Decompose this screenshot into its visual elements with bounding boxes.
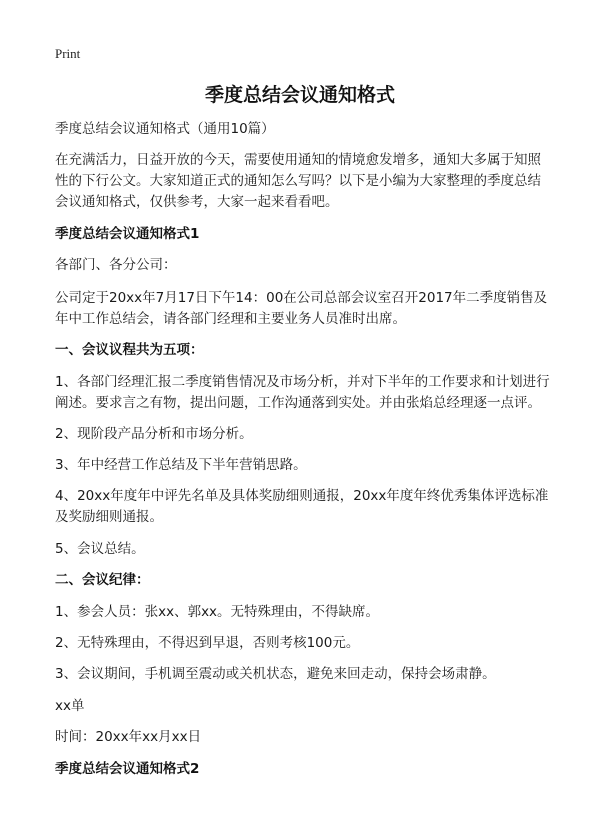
section-heading-2: 季度总结会议通知格式2 — [55, 761, 200, 777]
section-heading-1: 季度总结会议通知格式1 — [55, 226, 200, 242]
agenda-item: 1、各部门经理汇报二季度销售情况及市场分析，并对下半年的工作要求和计划进行阐述。要求言之有物，提出问题，工作沟通落到实处。并由张焰总经理逐一点评。 — [55, 374, 550, 411]
intro-paragraph: 在充满活力，日益开放的今天，需要使用通知的情境愈发增多，通知大多属于知照性的下行公文。大家知道正式的通知怎么写吗？以下是小编为大家整理的季度总结会议通知格式，仅供参考，大家一起来看看吧。 — [55, 152, 541, 210]
subtitle: 季度总结会议通知格式（通用10篇） — [55, 121, 275, 137]
notice-paragraph: 公司定于20xx年7月17日下午14：00在公司总部会议室召开2017年二季度销售及年中工作总结会，请各部门经理和主要业务人员准时出席。 — [55, 290, 548, 327]
agenda-item: 3、年中经营工作总结及下半年营销思路。 — [55, 457, 307, 473]
discipline-item: 3、会议期间，手机调至震动或关机状态，避免来回走动，保持会场肃静。 — [55, 666, 496, 682]
discipline-item: 1、参会人员：张xx、郭xx。无特殊理由，不得缺席。 — [55, 604, 380, 620]
date-line: 时间：20xx年xx月xx日 — [55, 729, 202, 745]
agenda-heading: 一、会议议程共为五项： — [55, 342, 204, 358]
issuer: xx单 — [55, 698, 85, 714]
document-body — [55, 119, 550, 780]
page-title: 季度总结会议通知格式 — [204, 84, 395, 106]
discipline-item: 2、无特殊理由，不得迟到早退，否则考核100元。 — [55, 635, 360, 651]
print-link[interactable]: Print — [55, 46, 81, 61]
salutation: 各部门、各分公司： — [55, 257, 177, 273]
discipline-heading: 二、会议纪律： — [55, 572, 150, 588]
agenda-item: 5、会议总结。 — [55, 541, 145, 557]
agenda-item: 4、20xx年度年中评先名单及具体奖励细则通报，20xx年度年终优秀集体评选标准及奖励细则通报。 — [55, 488, 549, 525]
agenda-item: 2、现阶段产品分析和市场分析。 — [55, 426, 253, 442]
